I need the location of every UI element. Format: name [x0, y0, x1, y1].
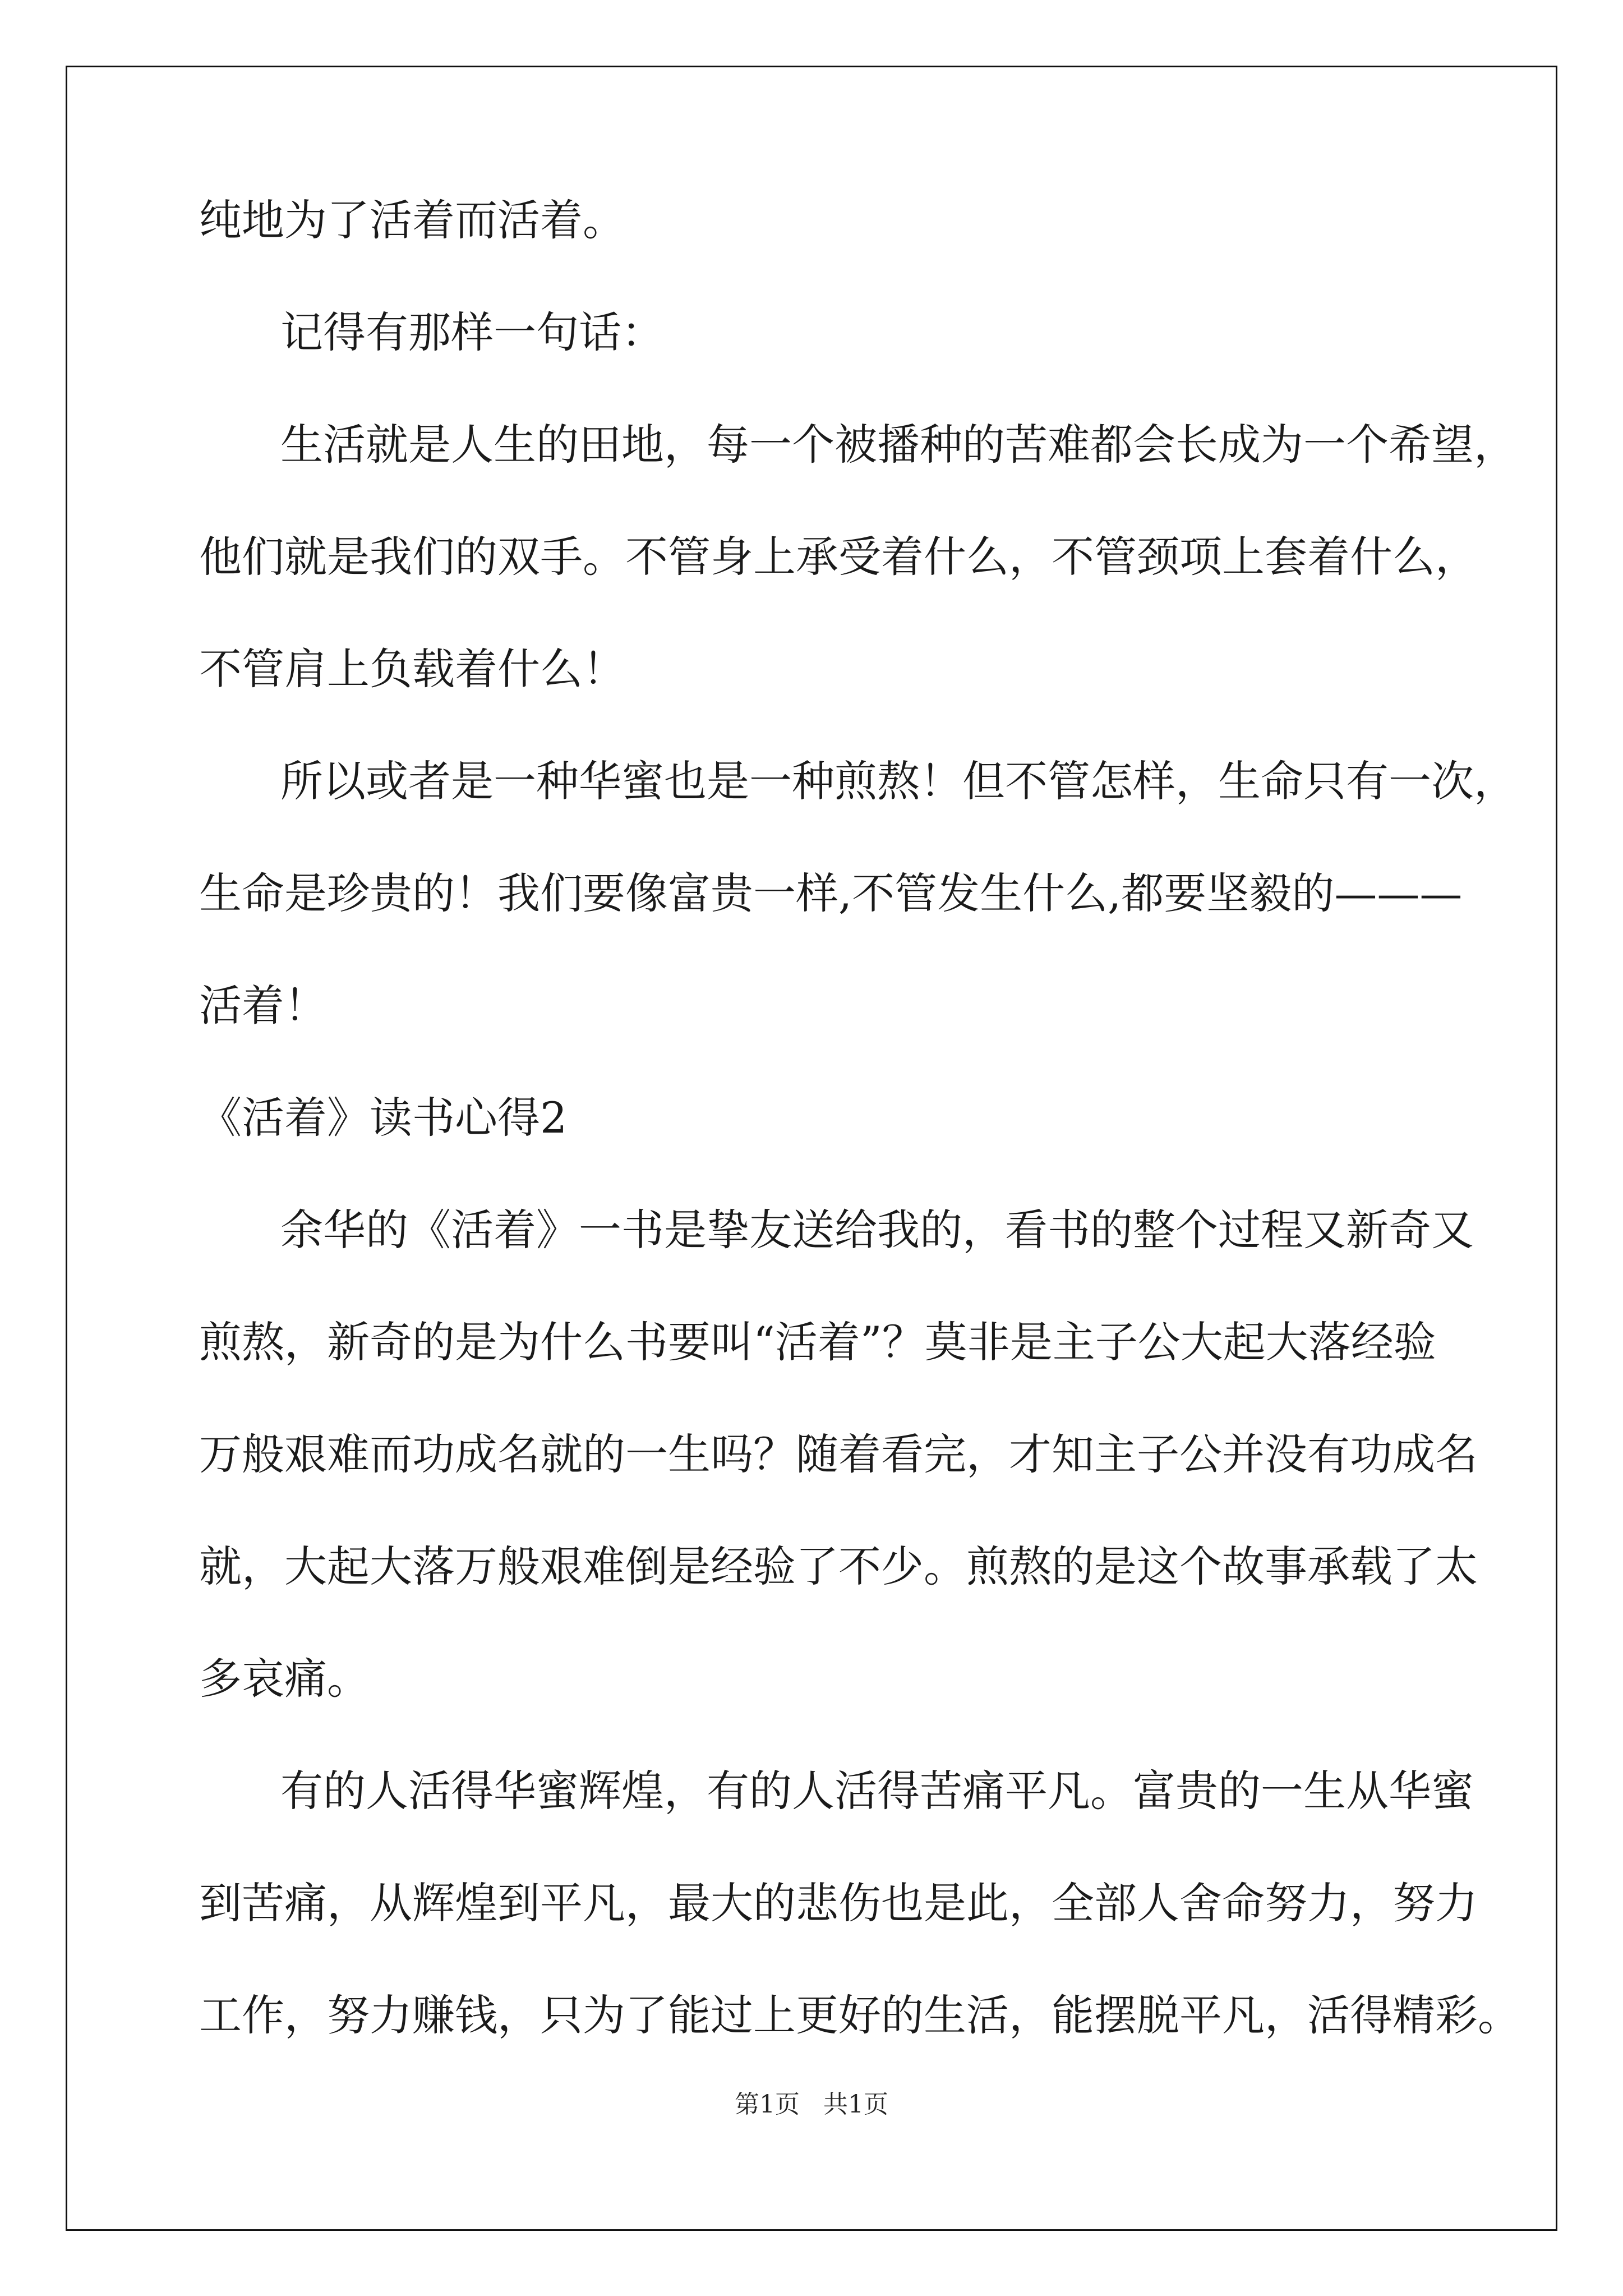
text-line: 他们就是我们的双手。不管身上承受着什么，不管颈项上套着什么， [199, 532, 1478, 582]
section-heading: 《活着》读书心得2 [199, 1093, 568, 1143]
page-number-footer: 第1页 共1页 [735, 2090, 888, 2119]
text-line: 活着！ [199, 981, 327, 1030]
text-line: 万般艰难而功成名就的一生吗？随着看完，才知主子公并没有功成名 [199, 1429, 1478, 1479]
text-line: 多哀痛。 [199, 1654, 370, 1704]
text-line: 所以或者是一种华蜜也是一种煎熬！但不管怎样，生命只有一次， [280, 756, 1516, 806]
text-line: 记得有那样一句话： [280, 307, 664, 357]
text-line: 不管肩上负载着什么！ [199, 644, 625, 694]
text-line: 生命是珍贵的！我们要像富贵一样,不管发生什么,都要坚毅的——— [199, 868, 1463, 918]
text-line: 到苦痛，从辉煌到平凡，最大的悲伤也是此，全部人舍命努力，努力 [199, 1878, 1478, 1928]
text-line: 有的人活得华蜜辉煌，有的人活得苦痛平凡。富贵的一生从华蜜 [280, 1766, 1474, 1816]
text-line: 余华的《活着》一书是挚友送给我的，看书的整个过程又新奇又 [280, 1205, 1474, 1255]
text-line: 煎熬，新奇的是为什么书要叫“活着”？莫非是主子公大起大落经验 [199, 1317, 1436, 1367]
text-line: 工作，努力赚钱，只为了能过上更好的生活，能摆脱平凡，活得精彩。 [199, 1990, 1520, 2040]
text-line: 纯地为了活着而活着。 [199, 195, 625, 245]
text-line: 生活就是人生的田地，每一个被播种的苦难都会长成为一个希望， [280, 420, 1516, 470]
text-line: 就，大起大落万般艰难倒是经验了不少。煎熬的是这个故事承载了太 [199, 1542, 1478, 1591]
